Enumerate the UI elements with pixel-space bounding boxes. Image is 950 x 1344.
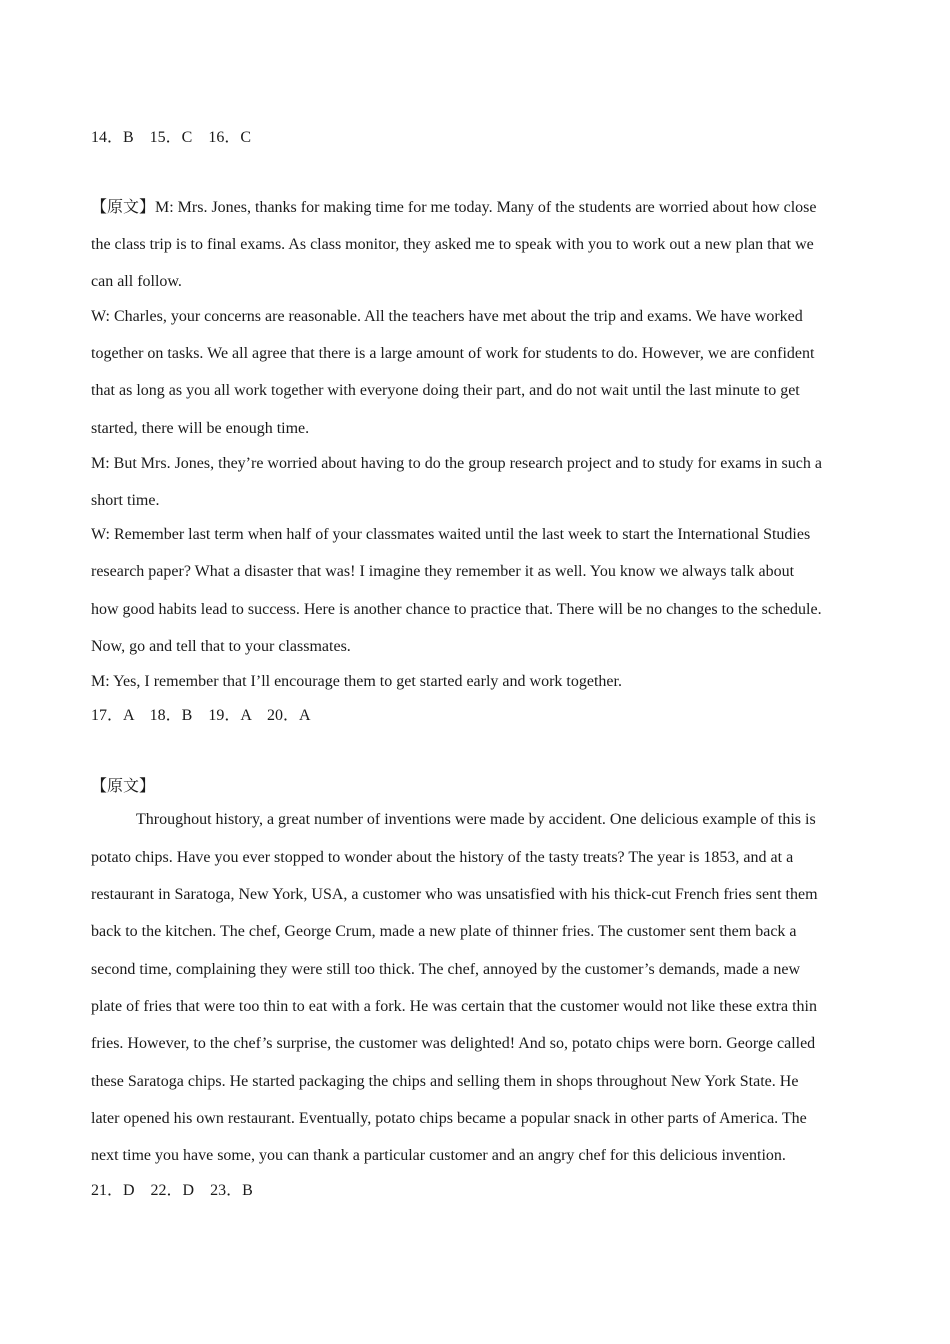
transcript-line: W: Remember last term when half of your classmates waited until the last week to start the International Studies	[91, 526, 811, 543]
transcript-line: plate of fries that were too thin to eat with a fork. He was certain that the customer would not like these extra thin	[91, 998, 817, 1015]
answer-key-17-20: 17．A 18．B 19．A 20．A	[91, 707, 311, 724]
answer-key-21-23: 21．D 22．D 23．B	[91, 1182, 253, 1199]
transcript-line: fries. However, to the chef’s surprise, the customer was delighted! And so, potato chips were born. George called	[91, 1035, 816, 1052]
transcript-line: restaurant in Saratoga, New York, USA, a customer who was unsatisfied with his thick-cut French fries sent them	[91, 886, 818, 903]
transcript-line: these Saratoga chips. He started packaging the chips and selling them in shops throughout New York State. He	[91, 1073, 799, 1090]
transcript-line: that as long as you all work together with everyone doing their part, and do not wait until the last minute to get	[91, 382, 800, 399]
transcript-line: short time.	[91, 492, 160, 509]
transcript-line: M: But Mrs. Jones, they’re worried about having to do the group research project and to study for exams in such a	[91, 455, 822, 472]
answer-key-14-16: 14．B 15．C 16．C	[91, 129, 252, 146]
transcript-line: W: Charles, your concerns are reasonable. All the teachers have met about the trip and exams. We have worked	[91, 308, 803, 325]
transcript-line: the class trip is to final exams. As class monitor, they asked me to speak with you to work out a new plan that we	[91, 236, 814, 253]
transcript-heading: 【原文】	[91, 778, 156, 795]
transcript-line: can all follow.	[91, 273, 182, 290]
transcript-line: back to the kitchen. The chef, George Crum, made a new plate of thinner fries. The customer sent them back a	[91, 923, 797, 940]
transcript-line: together on tasks. We all agree that there is a large amount of work for students to do. However, we are confident	[91, 345, 815, 362]
transcript-line: research paper? What a disaster that was! I imagine they remember it as well. You know we always talk about	[91, 563, 795, 580]
transcript-line: M: Yes, I remember that I’ll encourage them to get started early and work together.	[91, 673, 622, 690]
transcript-line: second time, complaining they were still too thick. The chef, annoyed by the customer’s demands, made a new	[91, 961, 800, 978]
transcript-line: 【原文】M: Mrs. Jones, thanks for making time for me today. Many of the students are worried about how close	[91, 199, 817, 216]
transcript-line: how good habits lead to success. Here is another chance to practice that. There will be no changes to the schedule.	[91, 601, 822, 618]
transcript-line: started, there will be enough time.	[91, 420, 310, 437]
transcript-line: Now, go and tell that to your classmates.	[91, 638, 351, 655]
transcript-line: potato chips. Have you ever stopped to wonder about the history of the tasty treats? The year is 1853, and at a	[91, 849, 794, 866]
transcript-line: later opened his own restaurant. Eventually, potato chips became a popular snack in other parts of America. The	[91, 1110, 807, 1127]
transcript-line: Throughout history, a great number of inventions were made by accident. One delicious example of this is	[136, 811, 816, 828]
transcript-line: next time you have some, you can thank a particular customer and an angry chef for this delicious invention.	[91, 1147, 786, 1164]
